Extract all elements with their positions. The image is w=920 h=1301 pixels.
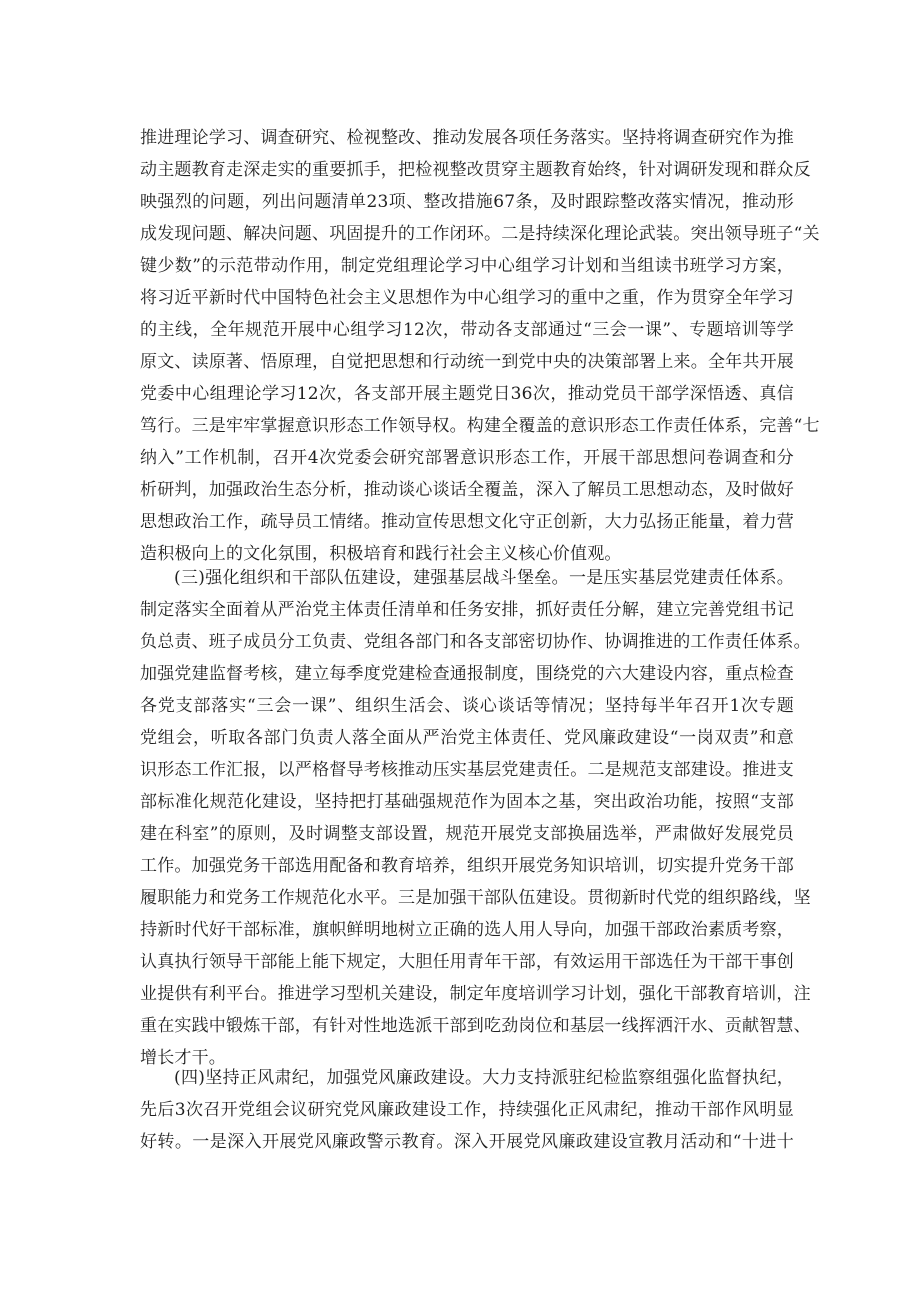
text-line: 纳入”工作机制，召开4次党委会研究部署意识形态工作，开展干部思想问卷调查和分: [140, 448, 794, 468]
text-line: 成发现问题、解决问题、巩固提升的工作闭环。二是持续深化理论武装。突出领导班子“关: [140, 224, 820, 244]
text-line: 增长才干。: [140, 1048, 226, 1068]
text-line: 加强党建监督考核，建立每季度党建检查通报制度，围绕党的六大建设内容，重点检查: [140, 664, 794, 684]
text-line: 业提供有利平台。推进学习型机关建设，制定年度培训学习计划，强化干部教育培训，注: [140, 984, 811, 1004]
text-line: 党委中心组理论学习12次，各支部开展主题党日36次，推动党员干部学深悟透、真信: [140, 384, 794, 404]
text-line: 笃行。三是牢牢掌握意识形态工作领导权。构建全覆盖的意识形态工作责任体系，完善“七: [140, 416, 820, 436]
text-line: 好转。一是深入开展党风廉政警示教育。深入开展党风廉政建设宣教月活动和“十进十: [140, 1132, 794, 1152]
text-line: 原文、读原著、悟原理，自觉把思想和行动统一到党中央的决策部署上来。全年共开展: [140, 352, 794, 372]
text-line: 部标准化规范化建设，坚持把打基础强规范作为固本之基，突出政治功能，按照“支部: [140, 792, 794, 812]
text-line: 造积极向上的文化氛围，积极培育和践行社会主义核心价值观。: [140, 544, 622, 564]
text-line: 负总责、班子成员分工负责、党组各部门和各支部密切协作、协调推进的工作责任体系。: [140, 632, 811, 652]
paragraph-clean-governance: [140, 1062, 794, 1158]
text-line: 先后3次召开党组会议研究党风廉政建设工作，持续强化正风肃纪，推动干部作风明显: [140, 1100, 794, 1120]
text-line: 识形态工作汇报，以严格督导考核推动压实基层党建责任。二是规范支部建设。推进支: [140, 760, 794, 780]
text-line: 履职能力和党务工作规范化水平。三是加强干部队伍建设。贯彻新时代党的组织路线，坚: [140, 888, 811, 908]
text-line: 的主线，全年规范开展中心组学习12次，带动各支部通过“三会一课”、专题培训等学: [140, 320, 794, 340]
text-line: 各党支部落实“三会一课”、组织生活会、谈心谈话等情况；坚持每半年召开1次专题: [140, 696, 794, 716]
text-line: 动主题教育走深走实的重要抓手，把检视整改贯穿主题教育始终，针对调研发现和群众反: [140, 160, 811, 180]
text-line: 将习近平新时代中国特色社会主义思想作为中心组学习的重中之重，作为贯穿全年学习: [140, 288, 794, 308]
text-line: 党组会，听取各部门负责人落全面从严治党主体责任、党风廉政建设“一岗双责”和意: [140, 728, 794, 748]
text-line: 制定落实全面着从严治党主体责任清单和任务安排，抓好责任分解，建立完善党组书记: [140, 600, 794, 620]
text-line: (三)强化组织和干部队伍建设，建强基层战斗堡垒。一是压实基层党建责任体系。: [174, 568, 794, 588]
text-line: 析研判，加强政治生态分析，推动谈心谈话全覆盖，深入了解员工思想动态，及时做好: [140, 480, 794, 500]
text-line: 持新时代好干部标准，旗帜鲜明地树立正确的选人用人导向，加强干部政治素质考察，: [140, 920, 794, 940]
paragraph-organization-building: [140, 562, 811, 1074]
text-line: 工作。加强党务干部选用配备和教育培养，组织开展党务知识培训，切实提升党务干部: [140, 856, 794, 876]
text-line: 键少数”的示范带动作用，制定党组理论学习中心组学习计划和当组读书班学习方案，: [140, 256, 794, 276]
text-line: 思想政治工作，疏导员工情绪。推动宣传思想文化守正创新，大力弘扬正能量，着力营: [140, 512, 794, 532]
paragraph-theory-study: [140, 122, 820, 570]
text-line: 重在实践中锻炼干部，有针对性地选派干部到吃劲岗位和基层一线挥洒汗水、贡献智慧、: [140, 1016, 811, 1036]
text-line: 认真执行领导干部能上能下规定，大胆任用青年干部，有效运用干部选任为干部干事创: [140, 952, 794, 972]
text-line: 建在科室”的原则，及时调整支部设置，规范开展党支部换届选举，严肃做好发展党员: [140, 824, 794, 844]
text-line: 映强烈的问题，列出问题清单23项、整改措施67条，及时跟踪整改落实情况，推动形: [140, 192, 794, 212]
text-line: 推进理论学习、调查研究、检视整改、推动发展各项任务落实。坚持将调查研究作为推: [140, 128, 794, 148]
text-line: (四)坚持正风肃纪，加强党风廉政建设。大力支持派驻纪检监察组强化监督执纪，: [174, 1068, 794, 1088]
